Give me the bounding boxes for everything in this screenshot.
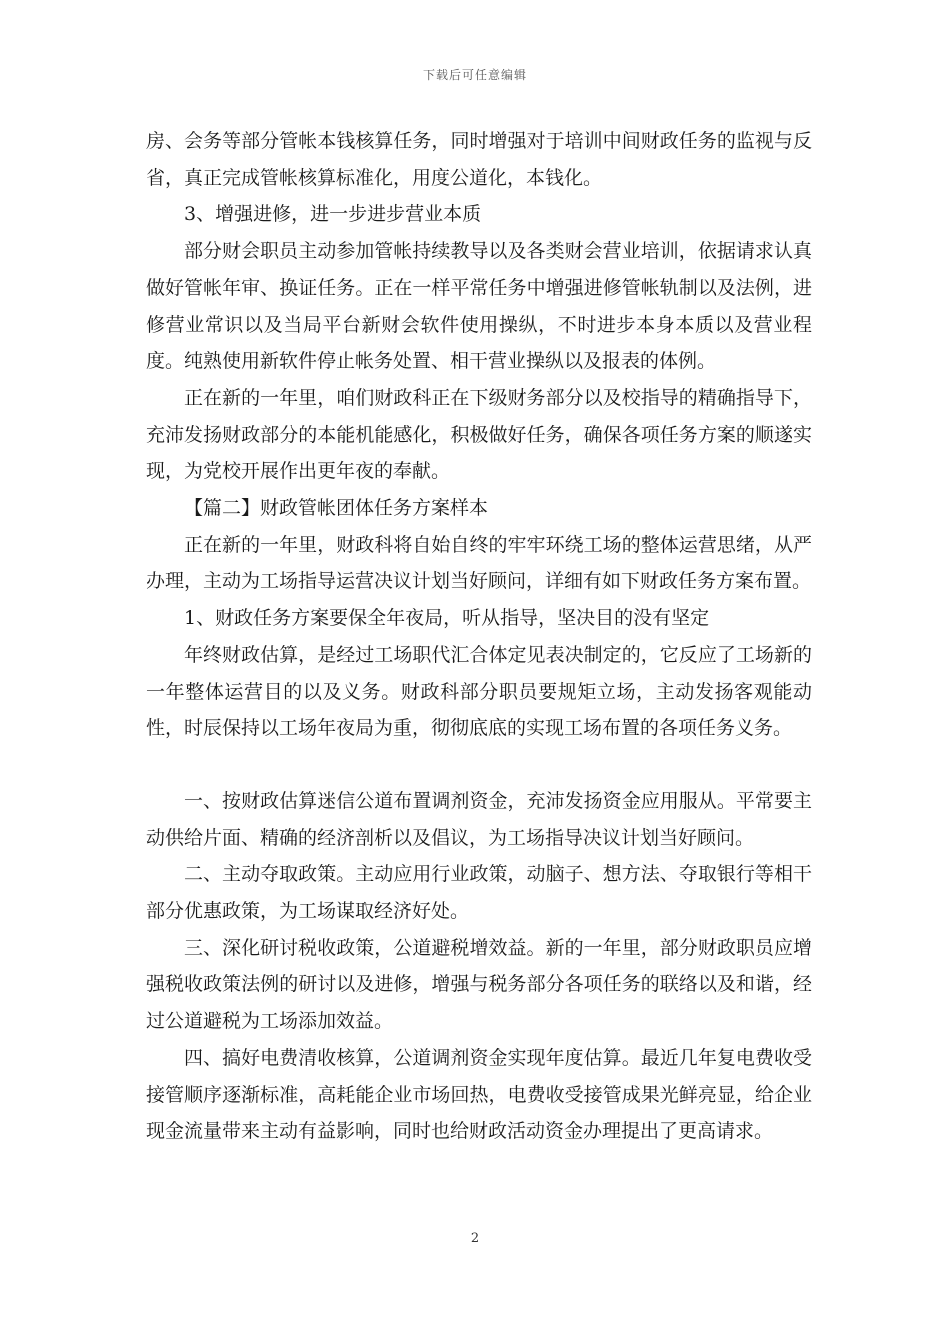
section-heading: 3、增强进修，进一步进步营业本质 (184, 203, 482, 226)
paragraph: 房、会务等部分管帐本钱核算任务，同时增强对于培训中间财政任务的监视与反省，真正完成管帐核算标准化，用度公道化，本钱化。 (146, 130, 812, 189)
list-item: 一、按财政估算迷信公道布置调剂资金，充沛发扬资金应用服从。平常要主动供给片面、精确的经济剖析以及倡议，为工场指导决议计划当好顾问。 (146, 789, 812, 849)
list-item: 三、深化研讨税收政策，公道避税增效益。新的一年里，部分财政职员应增强税收政策法例的研讨以及进修，增强与税务部分各项任务的联络以及和谐，经过公道避税为工场添加效益。 (146, 936, 812, 1033)
paragraph: 部分财会职员主动参加管帐持续教导以及各类财会营业培训，依据请求认真做好管帐年审、换证任务。正在一样平常任务中增强进修管帐轨制以及法例，进修营业常识以及当局平台新财会软件使用操纵，不时进步本身本质以及营业程度。纯熟使用新软件停止帐务处置、相干营业操纵以及报表的体例。 (146, 240, 812, 373)
paragraph: 正在新的一年里，财政科将自始自终的牢牢环绕工场的整体运营思绪，从严办理，主动为工场指导运营决议计划当好顾问，详细有如下财政任务方案布置。 (146, 533, 812, 593)
paragraph-gap (146, 747, 812, 783)
list-item: 四、搞好电费清收核算，公道调剂资金实现年度估算。最近几年复电费收受接管顺序逐渐标准，高耗能企业市场回热，电费收受接管成果光鲜亮显，给企业现金流量带来主动有益影响，同时也给财政活动资金办理提出了更高请求。 (146, 1046, 812, 1143)
page-number: 2 (470, 1231, 480, 1246)
paragraph: 正在新的一年里，咱们财政科正在下级财务部分以及校指导的精确指导下，充沛发扬财政部分的本能机能感化，积极做好任务，确保各项任务方案的顺遂实现，为党校开展作出更年夜的奉献。 (146, 386, 812, 483)
page-header: 下载后可任意编辑 (422, 68, 527, 82)
paragraph: 年终财政估算，是经过工场职代汇合体定见表决制定的，它反应了工场新的一年整体运营目的以及义务。财政科部分职员要规矩立场，主动发扬客观能动性，时辰保持以工场年夜局为重，彻彻底底的实现工场布置的各项任务义务。 (146, 643, 812, 740)
section-heading: 1、财政任务方案要保全年夜局，听从指导，坚决目的没有坚定 (184, 607, 710, 630)
section-title: 【篇二】财政管帐团体任务方案样本 (184, 497, 489, 520)
list-item: 二、主动夺取政策。主动应用行业政策，动脑子、想方法、夺取银行等相干部分优惠政策，为工场谋取经济好处。 (146, 863, 812, 923)
document-body (146, 123, 812, 1150)
